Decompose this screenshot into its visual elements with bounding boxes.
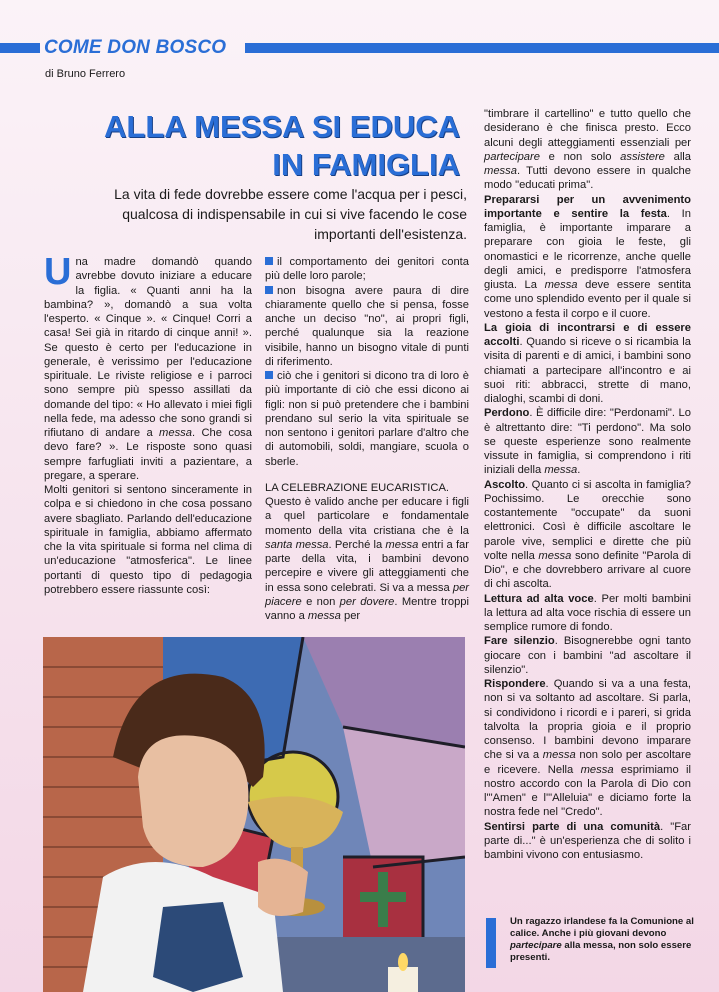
communion-photo (43, 637, 465, 992)
run-in-heading: Prepararsi per un avvenimento importante e sentire la festa (484, 193, 691, 220)
paragraph (44, 251, 253, 483)
text: . (577, 464, 581, 477)
text-em: messa (385, 538, 419, 551)
text: sono definite "Parola di Dio", e che dovrebbero arrivare al cuore di chi ascolta. (484, 549, 692, 591)
paragraph: Molti genitori si sentono sinceramente in colpa e si chiedono in che cosa possano avere sbagliato. Parlando dell'educazione spirituale in famiglia, abbiamo affermato che la vita spirituale si forma nel clima di un'educazione "atmosferica". Le linee portanti di questo tipo di pedagogia potrebbero essere riassunte così: (44, 484, 252, 596)
run-in-heading: Fare silenzio (484, 635, 555, 648)
text: na madre domandò quando avrebbe dovuto iniziare a educare la figlia. « Quanti anni ha la bambina? », domandò a sua volta l'esperto. « Cinque ». « Cinque! Corri a casa! Sei già in ritardo di cinque anni! ». Se questo è certo per l'educazione in generale, è verissimo per l'educazione spirituale. Le riviste religiose e i parroci sono sempre più spesso assillati da domande del tipo: « Ho allevato i miei figli nella fede, ma adesso che sono grandi si rifiutano di andare a (44, 256, 252, 439)
text: alla messa, non solo essere presenti. (510, 940, 692, 963)
paragraph (484, 406, 691, 477)
text: e non solo (548, 150, 612, 163)
run-in-heading: Perdono (484, 407, 530, 420)
run-in-heading: Ascolto (484, 478, 526, 491)
text: il comportamento dei genitori conta più delle loro parole; (265, 256, 469, 283)
text: Un ragazzo irlandese fa la Comunione al calice. Anche i più giovani devono (510, 916, 694, 939)
text-em: partecipare (510, 940, 562, 951)
text: . Perché la (328, 538, 383, 551)
text: ciò che i genitori si dicono tra di loro è più importante di ciò che essi dicono ai figli: non si può pretendere che i bambini prendano sul serio la vita spirituale se non sentono i genitori parlare d'altro che di automobili, soldi, mangiare, scuola o sberle. (265, 370, 469, 468)
paragraph (265, 495, 469, 623)
text: non bisogna avere paura di dire chiaramente quello che si pensa, fosse anche un deciso "no", ai propri figli, perché qualunque sia la reazione visibile, hanno un bisogno vitale di punti di riferimento. (265, 284, 469, 368)
text-em: messa (538, 549, 572, 562)
text: e non (306, 595, 336, 608)
column-1 (44, 251, 253, 597)
run-in-heading: La gioia di incontrarsi e di essere accolti (484, 321, 691, 348)
text: . In famiglia, è importante imparare a preparare con gioia le feste, gli onomastici e le ricorrenze, anche quelle degli amici, e predisporre l'atmosfera giusta. La (484, 207, 691, 291)
text-em: messa (544, 279, 578, 291)
text: non solo per ascoltare e ricevere. Nella (484, 749, 692, 776)
text: deve essere sentita come uno splendido evento per il quale si vestono a festa il corpo e il cuore. (484, 279, 692, 320)
text: . Che cosa devo fare? ». Le risposte sono quasi sempre farfugliati inviti a pazientare, a pregare, a sperare. (44, 427, 253, 482)
text: . Per molti bambini la lettura ad alta voce rischia di essere un semplice rumore di fondo. (484, 592, 691, 633)
column-2 (265, 255, 469, 623)
text-em: per dovere (339, 595, 395, 608)
text: . Tutti devono essere in qualche modo "educati prima". (484, 165, 691, 192)
title-line-2: IN FAMIGLIA (272, 147, 460, 182)
square-bullet-icon (265, 257, 273, 265)
bullet-item (265, 369, 469, 469)
text: "timbrare il cartellino" e tutto quello che desiderano è che finisca presto. Ecco alcuni degli atteggiamenti essenziali per (484, 108, 691, 149)
paragraph (484, 107, 691, 193)
column-3 (484, 107, 691, 862)
text-em: assistere (620, 150, 665, 163)
text: . Quanto ci si ascolta in famiglia? Pochissimo. Le orecchie sono costantemente "occupate" da suoni elettronici. Così è difficile ascoltare le parole vive, semplici e dirette che più volte nella (484, 478, 691, 562)
article-subtitle: La vita di fede dovrebbe essere come l'acqua per i pesci, qualcosa di indispensabile in cui si vive facendo le cose importanti dell'esistenza. (114, 186, 467, 242)
title-line-1: ALLA MESSA SI EDUCA (104, 109, 460, 144)
section-heading: LA CELEBRAZIONE EUCARISTICA. (265, 481, 450, 494)
dropcap: U (44, 251, 72, 293)
bullet-item (265, 255, 469, 284)
paragraph (484, 321, 691, 407)
paragraph (484, 677, 691, 820)
text-em: messa (580, 763, 614, 776)
run-in-heading: Sentirsi parte di una comunità (484, 820, 661, 833)
text: . "Far parte di..." è un'esperienza che di solito i bambini vivono con entusiasmo. (484, 820, 691, 861)
text: . Mentre troppi vanno a (265, 595, 470, 622)
text: alla (673, 150, 692, 163)
text: esprimiamo il nostro accordo con la Parola di Dio con l'"Amen" e l'"Alleluia" e diciamo forte la nostra fede nel "Credo". (484, 763, 691, 819)
text-em: messa (484, 165, 517, 177)
photo-caption (510, 916, 695, 964)
paragraph (484, 820, 691, 863)
text: entri a far parte della vita, i bambini devono percepire e vivere gli atteggiamenti che in essa sono celebrati. Si va a messa (265, 538, 470, 594)
text-em: per piacere (265, 581, 470, 608)
paragraph (484, 592, 691, 635)
text-em: messa (159, 427, 192, 439)
photo-illustration (43, 637, 465, 992)
text-em: messa (544, 464, 578, 477)
caption-bar (486, 918, 496, 968)
text: . È difficile dire: "Perdonami". Lo è altrettanto dire: "Ti perdono". Ma solo se queste esperienze sono realmente vissute in famiglia, si comprendono i riti iniziali della (484, 407, 691, 477)
text-em: messa (542, 749, 576, 762)
text-em: partecipare (484, 150, 540, 163)
header-rule-left (0, 43, 40, 53)
paragraph (484, 193, 691, 321)
text-em: messa (307, 610, 341, 622)
header-rule-right (245, 43, 719, 53)
run-in-heading: Rispondere (484, 678, 546, 690)
square-bullet-icon (265, 286, 273, 294)
section-header (0, 38, 719, 58)
paragraph (484, 478, 691, 592)
text: Questo è valido anche per educare i figli a quel particolare e fondamentale momento della vita cristiana che è la (265, 496, 469, 537)
text: . Bisognerebbe ogni tanto giocare con i bambini "ad ascoltare il silenzio". (484, 635, 691, 676)
section-title: COME DON BOSCO (44, 37, 227, 58)
article-title (40, 108, 460, 184)
text: per (343, 610, 361, 622)
bullet-item (265, 284, 469, 370)
text-em: santa messa (265, 538, 329, 551)
run-in-heading: Lettura ad alta voce (484, 592, 594, 605)
text: . Quando si va a una festa, non si va soltanto ad ascoltare. Si parla, si condividono i ricordi e i pareri, si grida talvolta la propria gioia e il proprio consenso. I bambini devono imparare che si va a (484, 678, 691, 762)
byline: di Bruno Ferrero (45, 68, 126, 80)
paragraph (484, 634, 691, 677)
square-bullet-icon (265, 371, 273, 379)
text: . Quando si riceve o si ricambia la visita di parenti e di amici, i bambini sono chiamati a partecipare all'incontro e ai suoi riti: abbracci, strette di mano, dialoghi, scambi di doni. (484, 336, 691, 405)
